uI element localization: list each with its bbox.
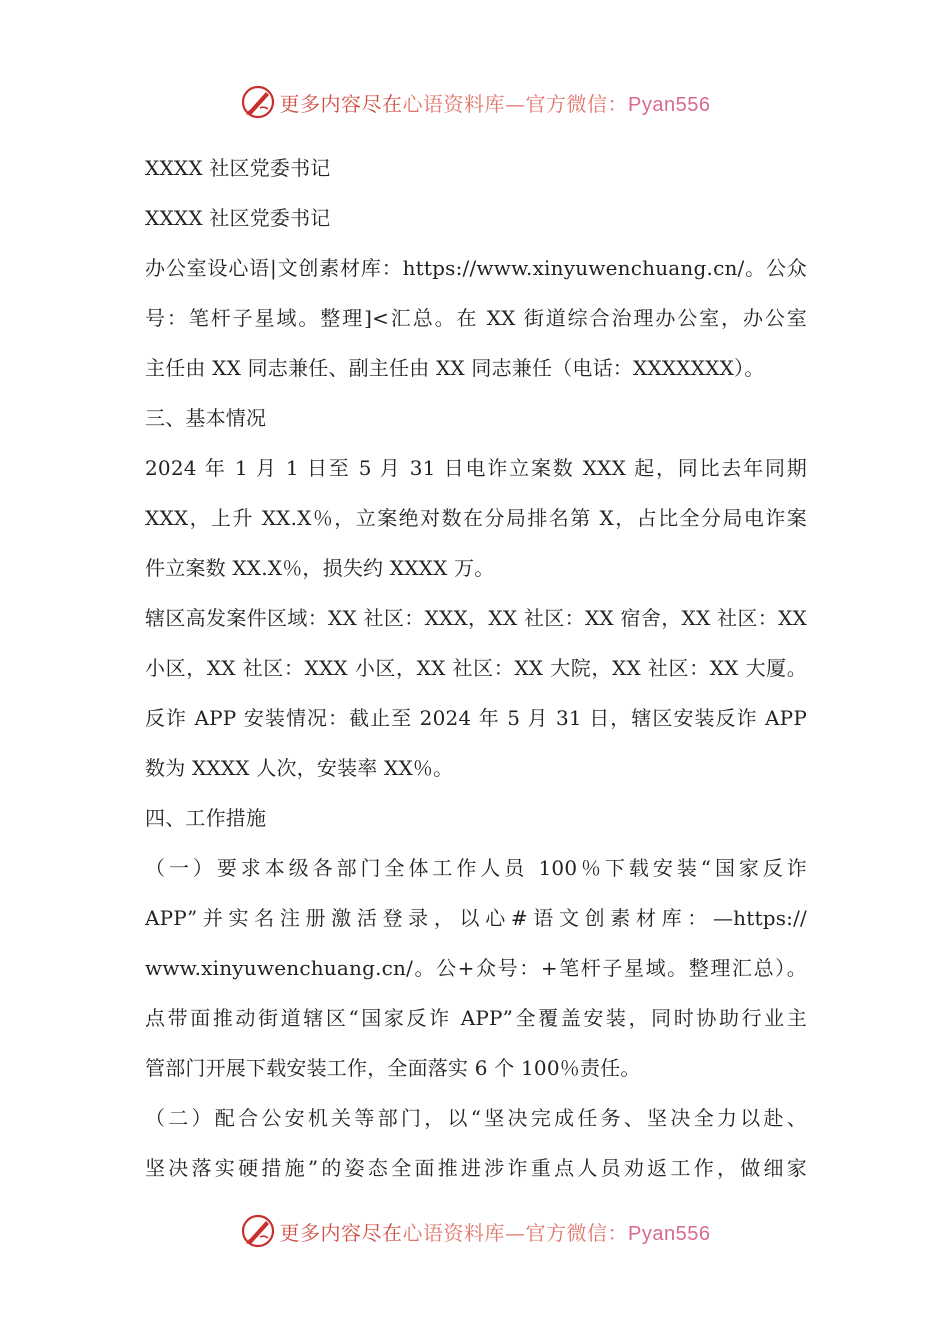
text-line: 坚决落实硬措施”的姿态全面推进涉诈重点人员劝返工作，做细家 bbox=[145, 1156, 807, 1180]
text-line: XXX，上升 XX.X％，立案绝对数在分局排名第 X，占比全分局电诈案 bbox=[145, 506, 807, 530]
text-line: XXXX 社区党委书记 bbox=[145, 156, 331, 180]
text-line: 主任由 XX 同志兼任、副主任由 XX 同志兼任（电话：XXXXXXX）。 bbox=[145, 356, 765, 380]
pen-logo-icon bbox=[240, 1213, 276, 1249]
banner-wechat-id: Pyan556 bbox=[628, 1222, 711, 1245]
pen-logo-icon bbox=[240, 84, 276, 120]
text-line: www.xinyuwenchuang.cn/。公+众号：+笔杆子星域。整理汇总）。 bbox=[145, 956, 807, 980]
banner-wechat-id: Pyan556 bbox=[628, 93, 711, 116]
text-line: 件立案数 XX.X％，损失约 XXXX 万。 bbox=[145, 556, 495, 580]
text-line: 办公室设心语|文创素材库：https://www.xinyuwenchuang.cn/。公众 bbox=[145, 256, 807, 280]
banner-text bbox=[280, 88, 711, 117]
banner-text-red: 更多内容尽在 bbox=[279, 1220, 403, 1245]
text-line: （二）配合公安机关等部门，以“坚决完成任务、坚决全力以赴、 bbox=[145, 1106, 807, 1130]
text-line: 辖区高发案件区域：XX 社区：XXX，XX 社区：XX 宿舍，XX 社区：XX bbox=[145, 606, 807, 630]
header-banner bbox=[0, 82, 950, 122]
banner-text-pink: 心语资料库—官方微信： bbox=[402, 1220, 629, 1245]
banner-text-pink: 心语资料库—官方微信： bbox=[402, 91, 629, 116]
text-line: APP”并实名注册激活登录，以心#语文创素材库：—https:// bbox=[145, 906, 807, 930]
banner-text bbox=[280, 1217, 711, 1246]
text-line: 2024 年 1 月 1 日至 5 月 31 日电诈立案数 XXX 起，同比去年同期 bbox=[145, 456, 807, 480]
section-heading: 三、基本情况 bbox=[145, 406, 267, 430]
section-heading: 四、工作措施 bbox=[145, 806, 267, 830]
text-line: 反诈 APP 安装情况：截止至 2024 年 5 月 31 日，辖区安装反诈 APP bbox=[145, 706, 807, 730]
banner-text-red: 更多内容尽在 bbox=[279, 91, 403, 116]
footer-banner bbox=[0, 1211, 950, 1251]
text-line: 号：笔杆子星域。整理]<汇总。在 XX 街道综合治理办公室，办公室 bbox=[145, 306, 807, 330]
text-line: 管部门开展下载安装工作，全面落实 6 个 100％责任。 bbox=[145, 1056, 641, 1080]
text-line: 点带面推动街道辖区“国家反诈 APP”全覆盖安装，同时协助行业主 bbox=[145, 1006, 807, 1030]
text-line: 数为 XXXX 人次，安装率 XX％。 bbox=[145, 756, 454, 780]
document-body bbox=[145, 143, 807, 1193]
text-line: 小区，XX 社区：XXX 小区，XX 社区：XX 大院，XX 社区：XX 大厦。 bbox=[145, 656, 807, 680]
text-line: （一）要求本级各部门全体工作人员 100％下载安装“国家反诈 bbox=[145, 856, 807, 880]
text-line: XXXX 社区党委书记 bbox=[145, 206, 331, 230]
